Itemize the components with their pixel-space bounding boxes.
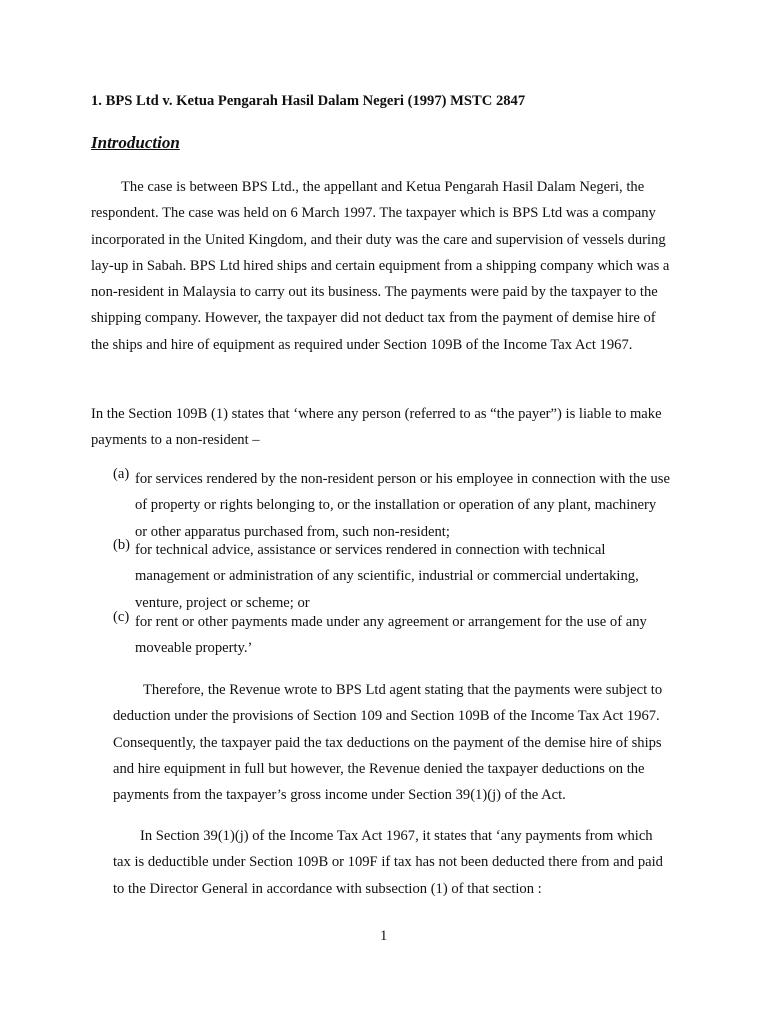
list-item (113, 609, 671, 662)
list-item-text: for technical advice, assistance or services rendered in connection with technical management or administration of any scientific, industrial or commercial undertaking, venture, project or scheme; or (135, 542, 639, 611)
paragraph-4: In Section 39(1)(j) of the Income Tax Act 1967, it states that ‘any payments from which tax is deductible under Section 109B or 109F if tax has not been deducted there from and paid to the Director General in accordance with subsection (1) of that section : (113, 828, 663, 897)
list-marker: (b) (113, 537, 131, 553)
section-heading-introduction: Introduction (91, 133, 180, 152)
list-marker: (a) (113, 466, 130, 482)
paragraph-2: In the Section 109B (1) states that ‘where any person (referred to as “the payer”) is liable to make payments to a non-resident – (91, 406, 662, 449)
paragraph-3: Therefore, the Revenue wrote to BPS Ltd agent stating that the payments were subject to deduction under the provisions of Section 109 and Section 109B of the Income Tax Act 1967. Consequently, the taxpayer paid the tax deductions on the payment of the demise hire of ships and hire equipment in full but however, the Revenue denied the taxpayer deductions on the payments from the taxpayer’s gross income under Section 39(1)(j) of the Act. (113, 682, 663, 804)
list-item-text: for rent or other payments made under any agreement or arrangement for the use of any moveable property.’ (135, 614, 647, 657)
list-item (113, 537, 671, 616)
case-title: 1. BPS Ltd v. Ketua Pengarah Hasil Dalam Negeri (1997) MSTC 2847 (91, 93, 526, 109)
list-item-text: for services rendered by the non-resident person or his employee in connection with the use of property or rights belonging to, or the installation or operation of any plant, machinery or other apparatus purchased from, such non-resident; (135, 471, 670, 540)
list-marker: (c) (113, 609, 130, 625)
list-item (113, 466, 671, 545)
paragraph-1: The case is between BPS Ltd., the appellant and Ketua Pengarah Hasil Dalam Negeri, the respondent. The case was held on 6 March 1997. The taxpayer which is BPS Ltd was a company incorporated in the United Kingdom, and their duty was the care and supervision of vessels during lay-up in Sabah. BPS Ltd hired ships and certain equipment from a shipping company which was a non-resident in Malaysia to carry out its business. The payments were paid by the taxpayer to the shipping company. However, the taxpayer did not deduct tax from the payment of demise hire of the ships and hire of equipment as required under Section 109B of the Income Tax Act 1967. (91, 179, 670, 353)
page-number: 1 (380, 928, 388, 944)
